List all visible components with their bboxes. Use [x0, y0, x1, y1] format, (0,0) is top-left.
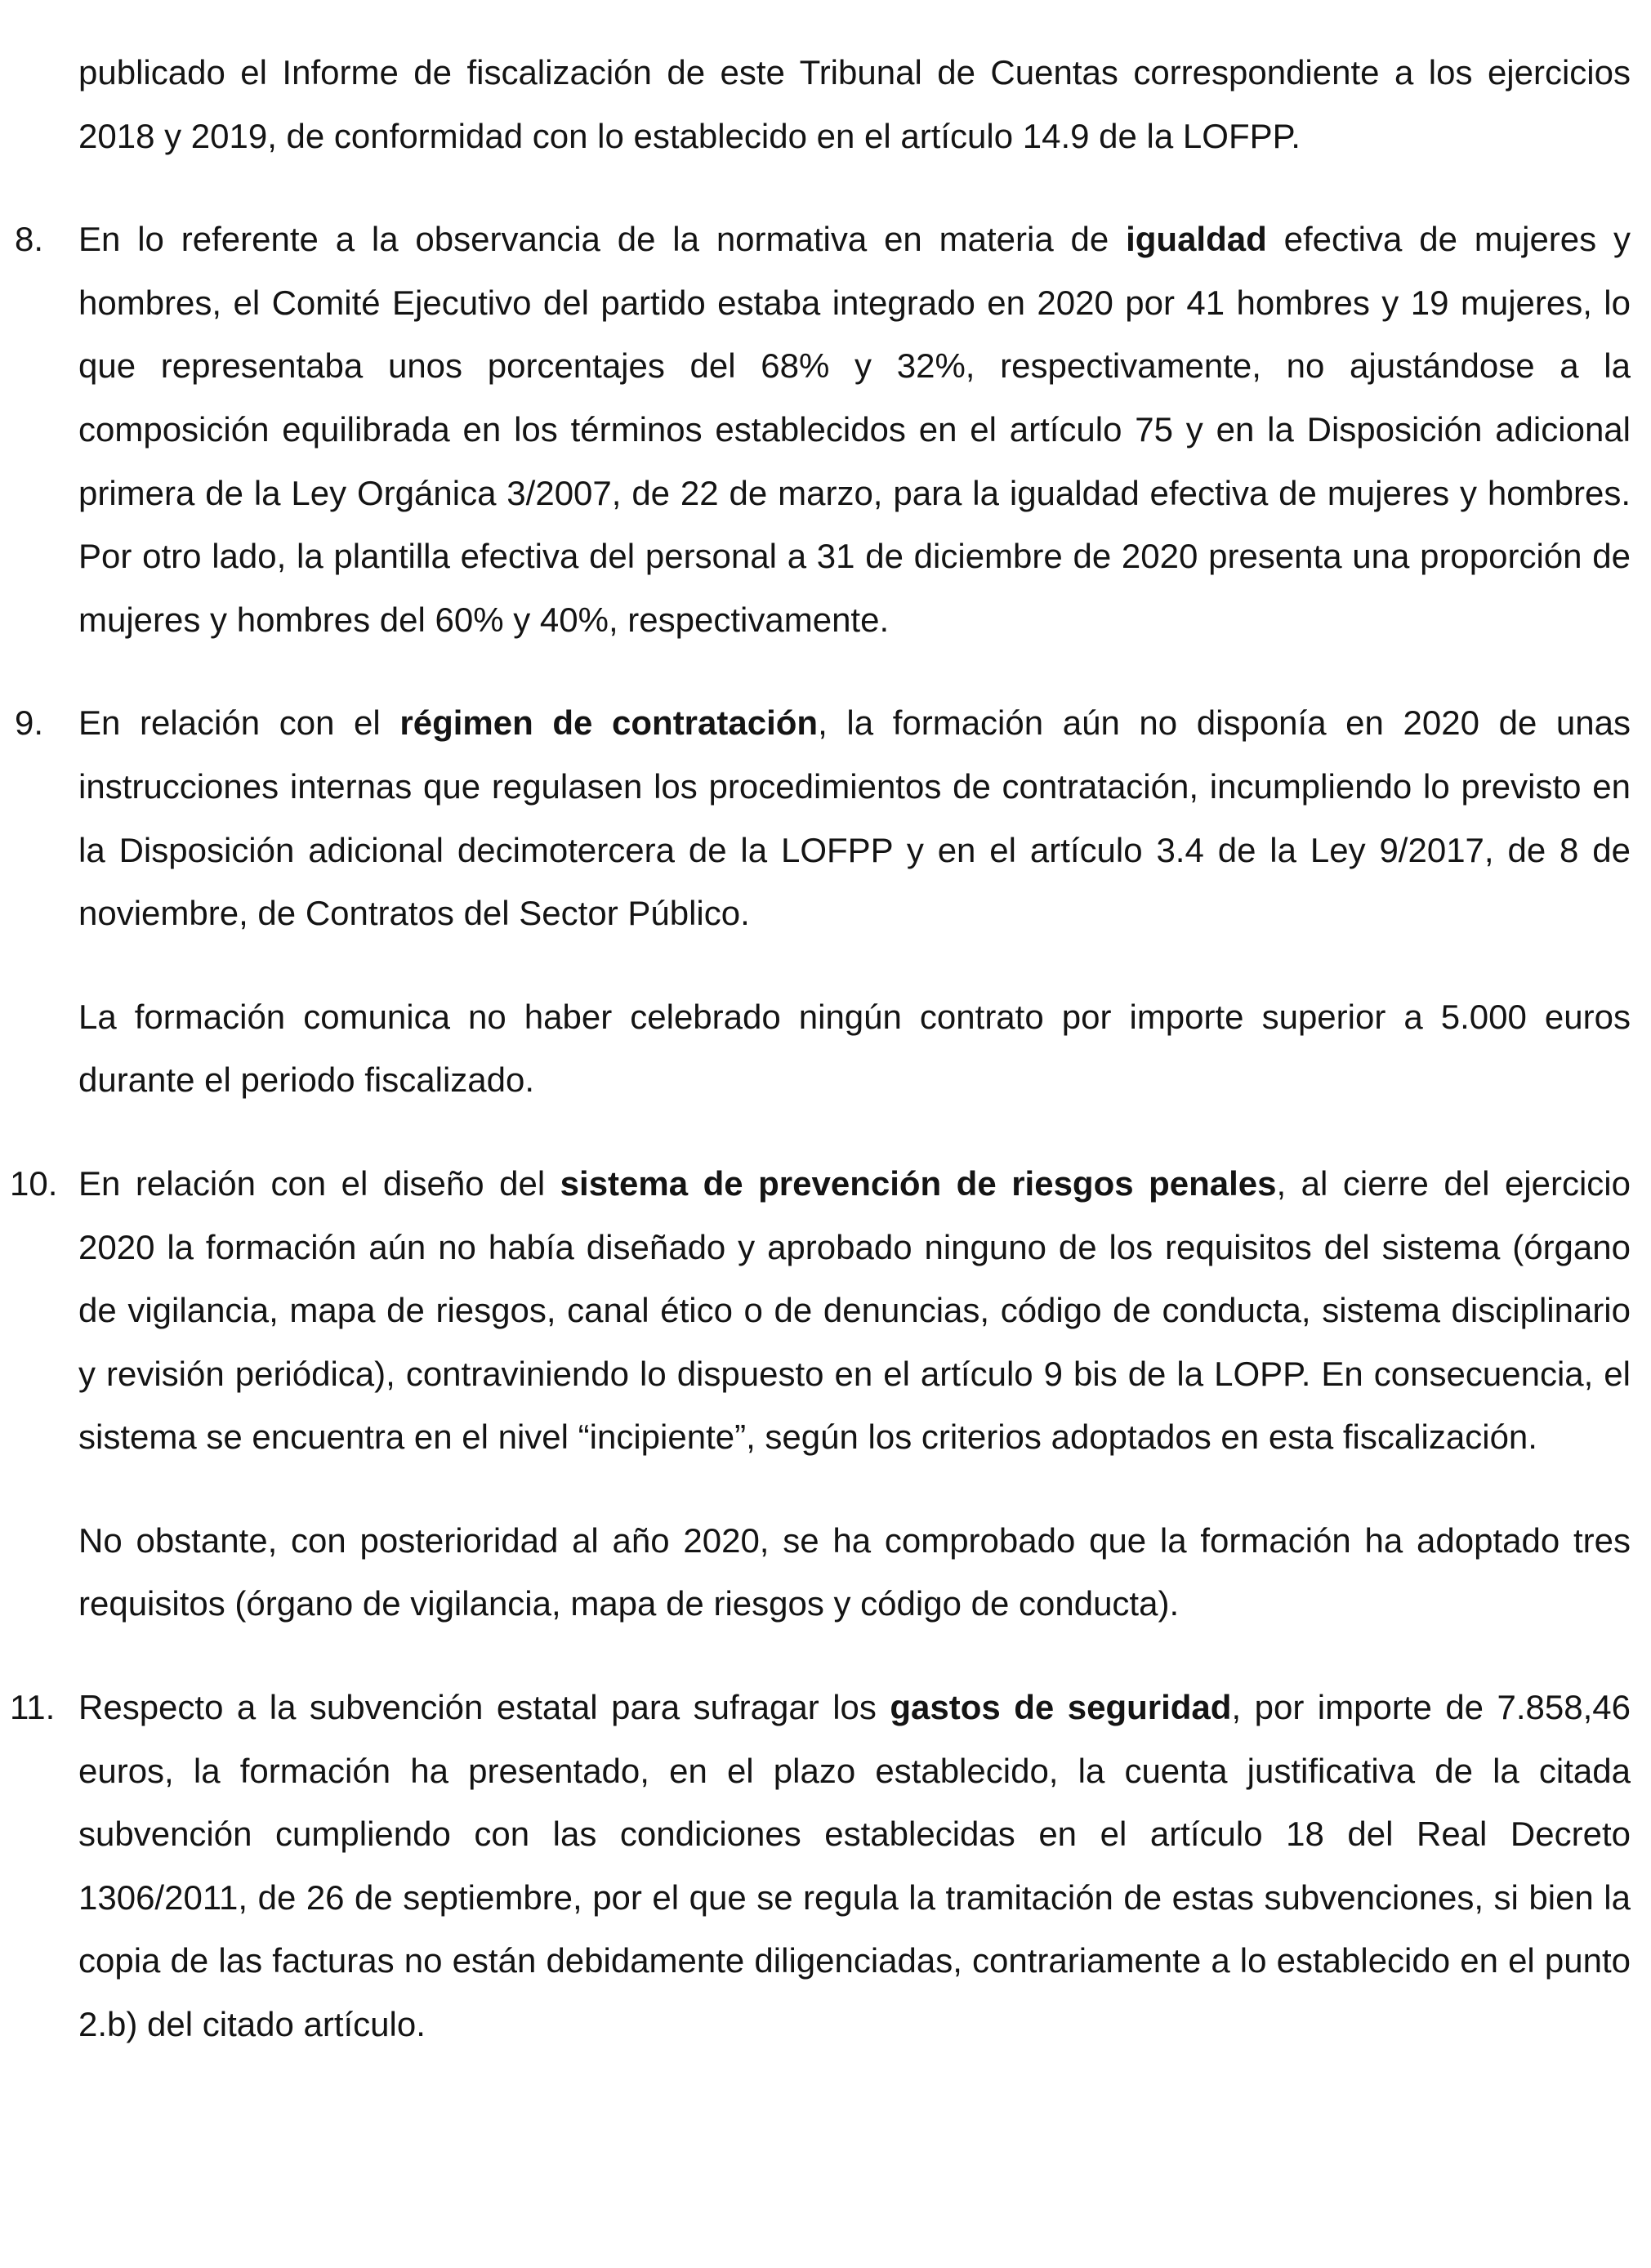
item-bold-term: régimen de contratación [399, 703, 819, 743]
item-text-pre: En relación con el [78, 703, 400, 743]
list-item-9 [15, 691, 1631, 944]
list-item-10-extra: No obstante, con posterioridad al año 2020, se ha comprobado que la formación ha adoptado tres requisitos (órgano de vigilancia, mapa de riesgos y código de conducta). [78, 1520, 1631, 1623]
item-bold-term: igualdad [1126, 220, 1267, 259]
item-number: 8. [15, 220, 44, 259]
item-bold-term: sistema de prevención de riesgos penales [560, 1163, 1277, 1203]
item-text-post: , la formación aún no disponía en 2020 de unas instrucciones internas que regulasen los procedimientos de contratación, incumpliendo lo previsto en la Disposición adicional decimotercera de la LOFPP y en el artículo 3.4 de la Ley 9/2017, de 8 de noviembre, de Contratos del Sector Público. [78, 703, 1631, 933]
item-number: 11. [10, 1688, 56, 1727]
list-item-10 [10, 1152, 1631, 1469]
list-item-9-extra: La formación comunica no haber celebrado ningún contrato por importe superior a 5.000 euros durante el periodo fiscalizado. [78, 997, 1631, 1100]
item-text-pre: Respecto a la subvención estatal para sufragar los [78, 1688, 890, 1727]
item-bold-term: gastos de seguridad [890, 1688, 1232, 1727]
item-text-post: , por importe de 7.858,46 euros, la formación ha presentado, en el plazo establecido, la cuenta justificativa de la citada subvención cumpliendo con las condiciones establecidas en el artículo 18 del Real Decreto 1306/2011, de 26 de septiembre, por el que se regula la tramitación de estas subvenciones, si bien la copia de las facturas no están debidamente diligenciadas, contrariamente a lo establecido en el punto 2.b) del citado artículo. [78, 1688, 1631, 2044]
list-item-11 [10, 1676, 1631, 2056]
item-number: 9. [15, 703, 44, 743]
item-text-pre: En lo referente a la observancia de la normativa en materia de [78, 220, 1127, 259]
intro-paragraph: publicado el Informe de fiscalización de este Tribunal de Cuentas correspondiente a los ejercicios 2018 y 2019, de conformidad con lo establecido en el artículo 14.9 de la LOFPP. [78, 53, 1631, 155]
list-item-8 [15, 208, 1631, 651]
document-page [10, 41, 1631, 2096]
item-text-post: efectiva de mujeres y hombres, el Comité Ejecutivo del partido estaba integrado en 2020 por 41 hombres y 19 mujeres, lo que representaba unos porcentajes del 68% y 32%, respectivamente, no ajustándose a la composición equilibrada en los términos establecidos en el artículo 75 y en la Disposición adicional primera de la Ley Orgánica 3/2007, de 22 de marzo, para la igualdad efectiva de mujeres y hombres. Por otro lado, la plantilla efectiva del personal a 31 de diciembre de 2020 presenta una proporción de mujeres y hombres del 60% y 40%, respectivamente. [78, 220, 1631, 639]
item-text-pre: En relación con el diseño del [78, 1163, 560, 1203]
item-number: 10. [10, 1163, 58, 1203]
item-text-post: , al cierre del ejercicio 2020 la formación aún no había diseñado y aprobado ninguno de los requisitos del sistema (órgano de vigilancia, mapa de riesgos, canal ético o de denuncias, código de conducta, sistema disciplinario y revisión periódica), contraviniendo lo dispuesto en el artículo 9 bis de la LOPP. En consecuencia, el sistema se encuentra en el nivel “incipiente”, según los criterios adoptados en esta fiscalización. [78, 1163, 1631, 1457]
